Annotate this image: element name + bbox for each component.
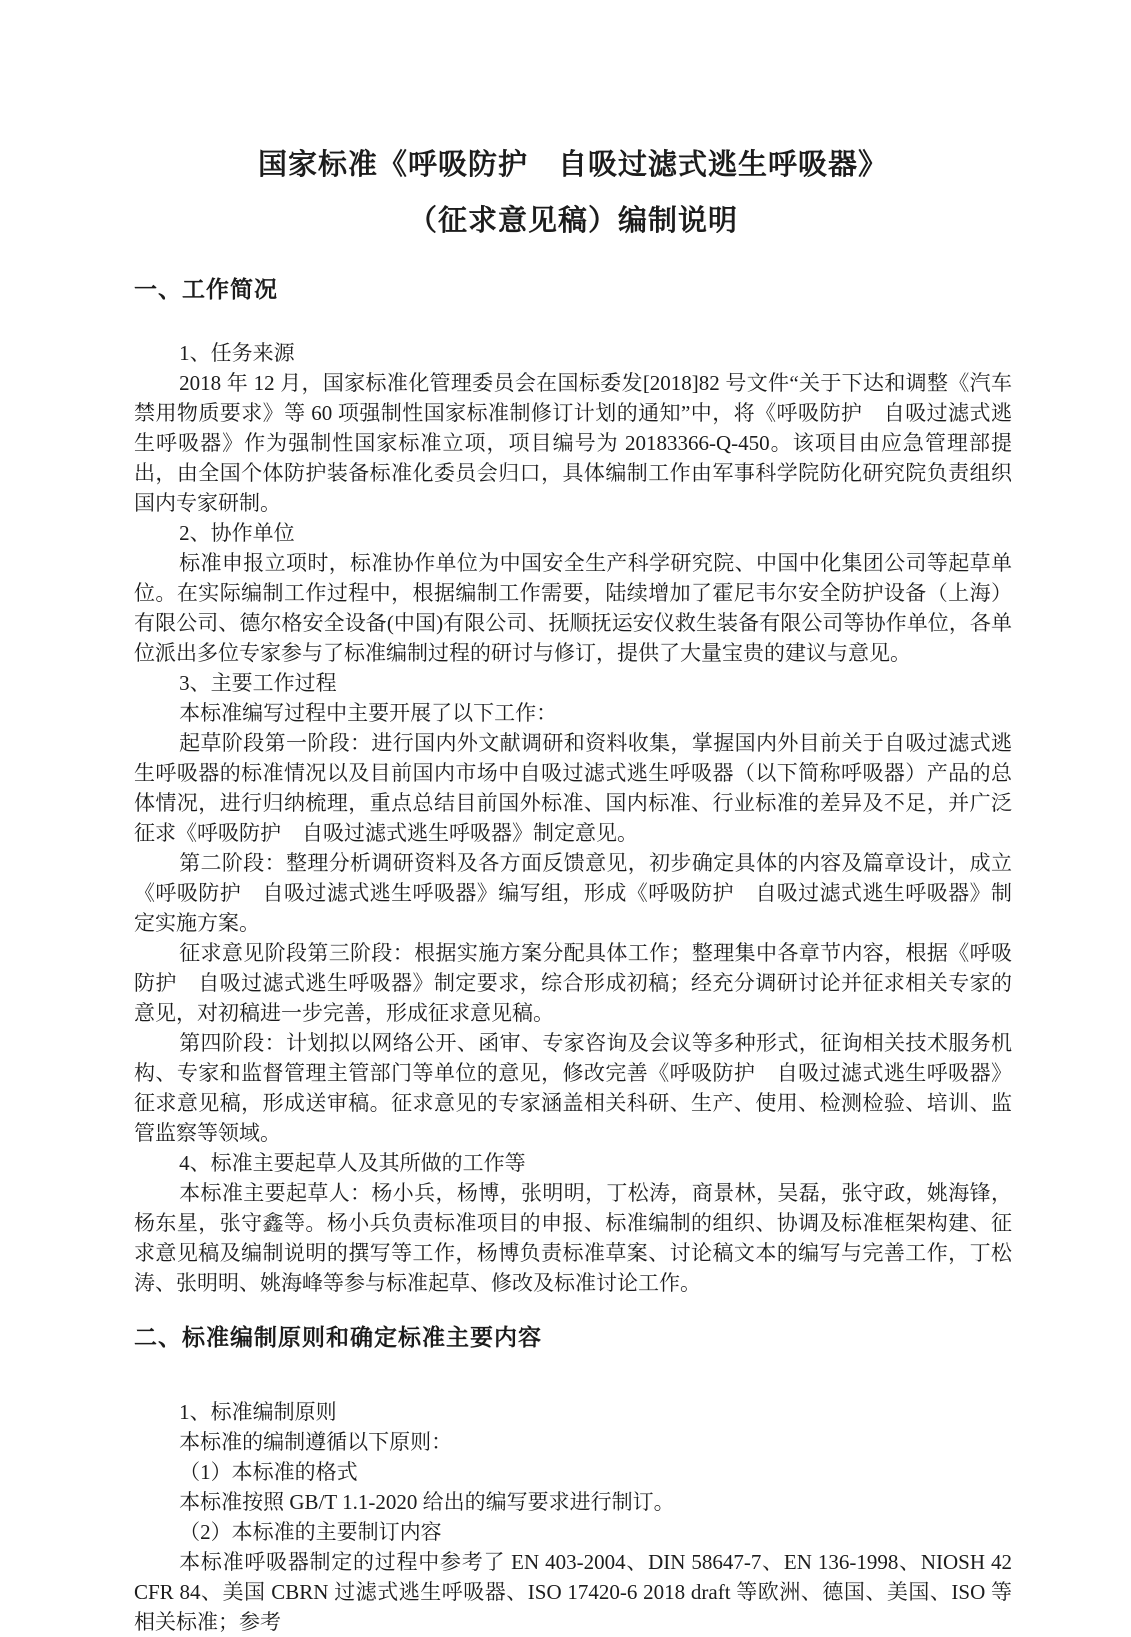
paragraph-drafters-body: 本标准主要起草人：杨小兵，杨博，张明明，丁松涛，商景林，吴磊，张守政，姚海锋，杨东星，张守鑫等。杨小兵负责标准项目的申报、标准编制的组织、协调及标准框架构建、征求意见稿及编制说明的撰写等工作，杨博负责标准草案、讨论稿文本的编写与完善工作，丁松涛、张明明、姚海峰等参与标准起草、修改及标准讨论工作。: [134, 1181, 1012, 1295]
sub-item-compilation-principles: 1、标准编制原则: [179, 1400, 337, 1424]
sub-item-task-source: 1、任务来源: [179, 341, 295, 365]
paragraph-stage-1: 起草阶段第一阶段：进行国内外文献调研和资料收集，掌握国内外目前关于自吸过滤式逃生呼吸器的标准情况以及目前国内市场中自吸过滤式逃生呼吸器（以下简称呼吸器）产品的总体情况，进行归纳梳理，重点总结目前国外标准、国内标准、行业标准的差异及不足，并广泛征求《呼吸防护 自吸过滤式逃生呼吸器》制定意见。: [134, 731, 1012, 845]
paragraph-work-intro: 本标准编写过程中主要开展了以下工作：: [179, 701, 558, 725]
document-title-line1: 国家标准《呼吸防护 自吸过滤式逃生呼吸器》: [257, 149, 888, 181]
paragraph-standard-format-body: 本标准按照 GB/T 1.1-2020 给出的编写要求进行制订。: [179, 1490, 675, 1514]
section-1-heading: 一、工作简况: [134, 276, 278, 302]
paragraph-principles-intro: 本标准的编制遵循以下原则：: [179, 1430, 453, 1454]
document-title-line2: （征求意见稿）编制说明: [407, 205, 738, 237]
sub-item-drafters: 4、标准主要起草人及其所做的工作等: [179, 1151, 526, 1175]
sub-item-cooperating-units: 2、协作单位: [179, 521, 295, 545]
section-2-heading: 二、标准编制原则和确定标准主要内容: [134, 1324, 542, 1350]
sub-item-main-work-process: 3、主要工作过程: [179, 671, 337, 695]
paragraph-stage-3: 征求意见阶段第三阶段：根据实施方案分配具体工作；整理集中各章节内容，根据《呼吸防护 自吸过滤式逃生呼吸器》制定要求，综合形成初稿；经充分调研讨论并征求相关专家的意见，对初稿进一步完善，形成征求意见稿。: [134, 941, 1012, 1025]
paragraph-main-content-body: 本标准呼吸器制定的过程中参考了 EN 403-2004、DIN 58647-7、EN 136-1998、NIOSH 42 CFR 84、美国 CBRN 过滤式逃生呼吸器、ISO 17420-6 2018 draft 等欧洲、德国、美国、ISO 等相关标准；参考: [134, 1550, 1012, 1634]
sub-item-standard-format: （1）本标准的格式: [179, 1460, 358, 1484]
paragraph-task-source-body: 2018 年 12 月，国家标准化管理委员会在国标委发[2018]82 号文件“关于下达和调整《汽车禁用物质要求》等 60 项强制性国家标准制修订计划的通知”中，将《呼吸防护 自吸过滤式逃生呼吸器》作为强制性国家标准立项，项目编号为 20183366-Q-450。该项目由应急管理部提出，由全国个体防护装备标准化委员会归口，具体编制工作由军事科学院防化研究院负责组织国内专家研制。: [134, 371, 1012, 515]
paragraph-stage-2: 第二阶段：整理分析调研资料及各方面反馈意见，初步确定具体的内容及篇章设计，成立《呼吸防护 自吸过滤式逃生呼吸器》编写组，形成《呼吸防护 自吸过滤式逃生呼吸器》制定实施方案。: [134, 851, 1012, 935]
paragraph-stage-4: 第四阶段：计划拟以网络公开、函审、专家咨询及会议等多种形式，征询相关技术服务机构、专家和监督管理主管部门等单位的意见，修改完善《呼吸防护 自吸过滤式逃生呼吸器》征求意见稿，形成送审稿。征求意见的专家涵盖相关科研、生产、使用、检测检验、培训、监管监察等领域。: [134, 1031, 1012, 1145]
sub-item-main-content: （2）本标准的主要制订内容: [179, 1520, 442, 1544]
paragraph-cooperating-units-body: 标准申报立项时，标准协作单位为中国安全生产科学研究院、中国中化集团公司等起草单位。在实际编制工作过程中，根据编制工作需要，陆续增加了霍尼韦尔安全防护设备（上海）有限公司、德尔格安全设备(中国)有限公司、抚顺抚运安仪救生装备有限公司等协作单位，各单位派出多位专家参与了标准编制过程的研讨与修订，提供了大量宝贵的建议与意见。: [134, 551, 1012, 665]
